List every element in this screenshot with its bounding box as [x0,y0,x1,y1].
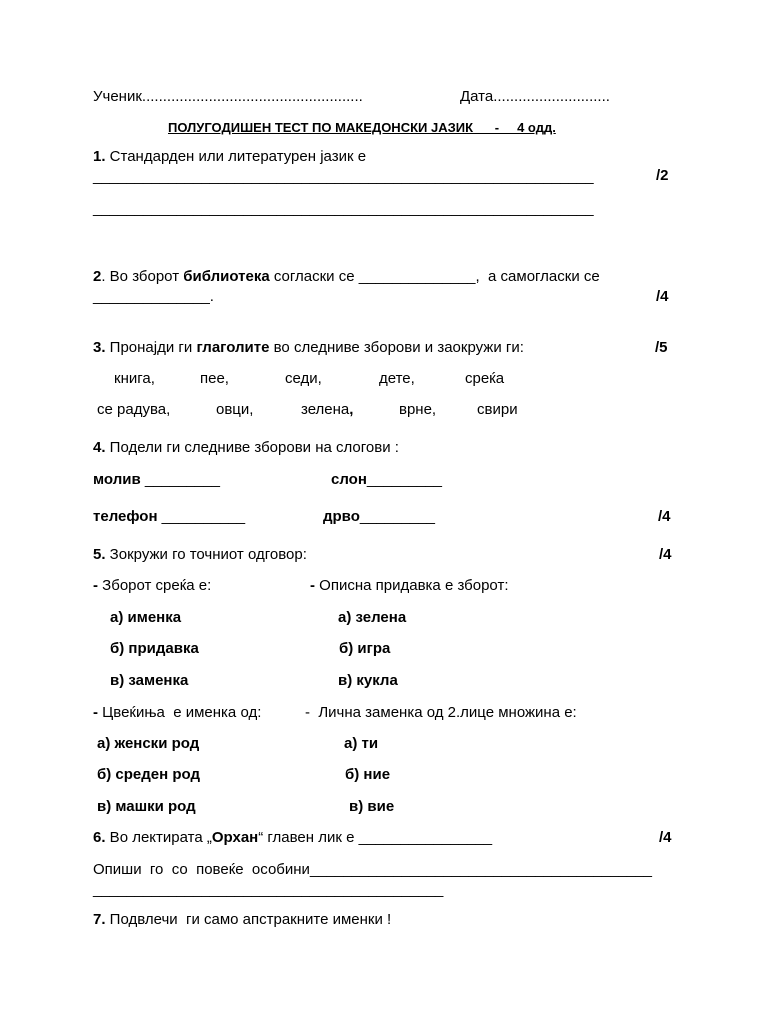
word-option: овци, [216,401,254,418]
q1-score: /2 [656,167,669,184]
question-1: 1. Стандарден или литературен јазик е [93,148,367,165]
syllable-item: слон_________ [331,471,442,488]
question-2: 2. Во зборот библиотека согласки се ______________, а самогласки се [93,268,600,285]
q5-subquestion-2: - Описна придавка е зборот: [310,577,509,594]
answer-option: б) ние [345,766,391,783]
answer-option: б) придавка [110,640,199,657]
answer-option: а) зелена [338,609,407,626]
q5-subquestion-1: - Зборот среќа е: [93,577,212,594]
student-field: Ученик..................................................... [93,88,363,105]
answer-option: в) кукла [338,672,398,689]
question-7: 7. Подвлечи ги само апстракните именки ! [93,911,392,928]
word-option: зелена, [301,401,354,418]
q2-answer-line: ______________. [93,288,214,305]
question-5: 5. Зокружи го точниот одговор: [93,546,307,563]
word-option: се радува, [97,401,171,418]
q6-score: /4 [659,829,672,846]
syllable-item: дрво_________ [323,508,435,525]
answer-option: в) заменка [110,672,189,689]
word-option: седи, [285,370,322,387]
question-6: 6. Во лектирата „Орхан“ главен лик е ________________ [93,829,493,846]
syllable-item: молив _________ [93,471,220,488]
answer-option: а) женски род [97,735,200,752]
q6-describe-line: Опиши го со повеќе особини_________________________________________ [93,861,652,878]
q5-score: /4 [659,546,672,563]
answer-option: в) машки род [97,798,196,815]
word-option: книга, [114,370,155,387]
word-option: врне, [399,401,437,418]
answer-option: а) ти [344,735,379,752]
q1-answer-line-2: ____________________________________________________________ [93,200,594,217]
q2-score: /4 [656,288,669,305]
question-3: 3. Пронајди ги глаголите во следниве зборови и заокружи ги: [93,339,524,356]
date-field: Дата............................ [460,88,610,105]
word-option: среќа [465,370,505,387]
test-title: ПОЛУГОДИШЕН ТЕСТ ПО МАКЕДОНСКИ ЈАЗИК - 4 одд. [168,120,556,135]
question-4: 4. Подели ги следниве зборови на слогови : [93,439,399,456]
word-option: свири [477,401,518,418]
answer-option: б) игра [339,640,391,657]
q1-answer-line-1: ____________________________________________________________ [93,168,594,185]
q4-score: /4 [658,508,671,525]
word-option: пее, [200,370,229,387]
answer-option: в) вие [349,798,395,815]
answer-option: а) именка [110,609,182,626]
q3-score: /5 [655,339,668,356]
q6-answer-line: __________________________________________ [93,881,444,898]
syllable-item: телефон __________ [93,508,246,525]
answer-option: б) среден род [97,766,201,783]
word-option: дете, [379,370,415,387]
q5-subquestion-4: - Лична заменка од 2.лице множина е: [305,704,577,721]
q5-subquestion-3: - Цвеќиња е именка од: [93,704,262,721]
